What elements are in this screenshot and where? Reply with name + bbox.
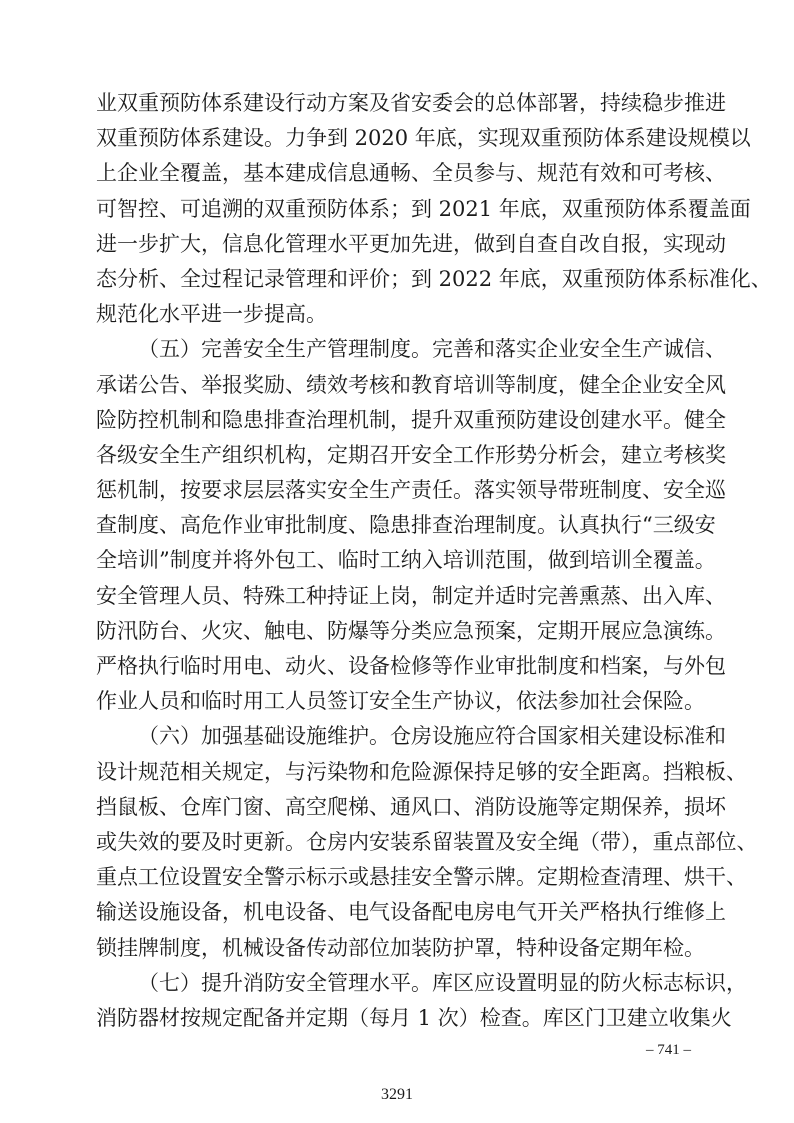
text-line: 锁挂牌制度，机械设备传动部位加装防护罩，特种设备定期年检。 (96, 935, 705, 960)
text-line: 设计规范相关规定，与污染物和危险源保持足够的安全距离。挡粮板、 (96, 759, 747, 784)
text-line: 全培训”制度并将外包工、临时工纳入培训范围，做到培训全覆盖。 (96, 548, 716, 573)
text-line: 或失效的要及时更新。仓房内安装系留装置及安全绳（带），重点部位、 (96, 829, 758, 854)
text-line: 可智控、可追溯的双重预防体系；到 2021 年底，双重预防体系覆盖面 (96, 196, 751, 221)
stamp-number: 3291 (381, 1086, 413, 1103)
section-heading-line: （六）加强基础设施维护。仓房设施应符合国家相关建设标准和 (138, 724, 726, 749)
section-heading-line: （七）提升消防安全管理水平。库区应设置明显的防火标志标识， (138, 970, 747, 995)
text-line: 输送设施设备，机电设备、电气设备配电房电气开关严格执行维修上 (96, 900, 726, 925)
document-body (96, 86, 772, 1036)
text-line: 业双重预防体系建设行动方案及省安委会的总体部署，持续稳步推进 (96, 91, 726, 115)
text-line: 进一步扩大，信息化管理水平更加先进，做到自查自改自报，实现动 (96, 231, 726, 256)
text-line: 查制度、高危作业审批制度、隐患排查治理制度。认真执行“三级安 (96, 513, 716, 538)
text-line: 惩机制，按要求层层落实安全生产责任。落实领导带班制度、安全巡 (96, 478, 726, 503)
text-line: 各级安全生产组织机构，定期召开安全工作形势分析会，建立考核奖 (96, 442, 726, 467)
text-line: 规范化水平进一步提高。 (96, 302, 327, 327)
text-line: 挡鼠板、仓库门窗、高空爬梯、通风口、消防设施等定期保养，损坏 (96, 794, 726, 819)
text-line: 承诺公告、举报奖励、绩效考核和教育培训等制度，健全企业安全风 (96, 372, 726, 397)
text-line: 上企业全覆盖，基本建成信息通畅、全员参与、规范有效和可考核、 (96, 161, 726, 186)
text-line: 严格执行临时用电、动火、设备检修等作业审批制度和档案，与外包 (96, 654, 726, 678)
page-number: – 741 – (646, 1042, 691, 1058)
section-heading-line: （五）完善安全生产管理制度。完善和落实企业安全生产诚信、 (138, 337, 726, 362)
text-line: 消防器材按规定配备并定期（每月 1 次）检查。库区门卫建立收集火 (96, 1005, 732, 1030)
text-line: 防汛防台、火灾、触电、防爆等分类应急预案，定期开展应急演练。 (96, 618, 726, 643)
text-line: 双重预防体系建设。力争到 2020 年底，实现双重预防体系建设规模以 (96, 126, 751, 151)
text-line: 态分析、全过程记录管理和评价；到 2022 年底，双重预防体系标准化、 (96, 266, 772, 291)
text-line: 险防控机制和隐患排查治理机制，提升双重预防建设创建水平。健全 (96, 407, 726, 432)
text-line: 重点工位设置安全警示标示或悬挂安全警示牌。定期检查清理、烘干、 (96, 865, 747, 890)
text-line: 作业人员和临时用工人员签订安全生产协议，依法参加社会保险。 (96, 689, 705, 714)
text-line: 安全管理人员、特殊工种持证上岗，制定并适时完善熏蒸、出入库、 (96, 583, 726, 608)
